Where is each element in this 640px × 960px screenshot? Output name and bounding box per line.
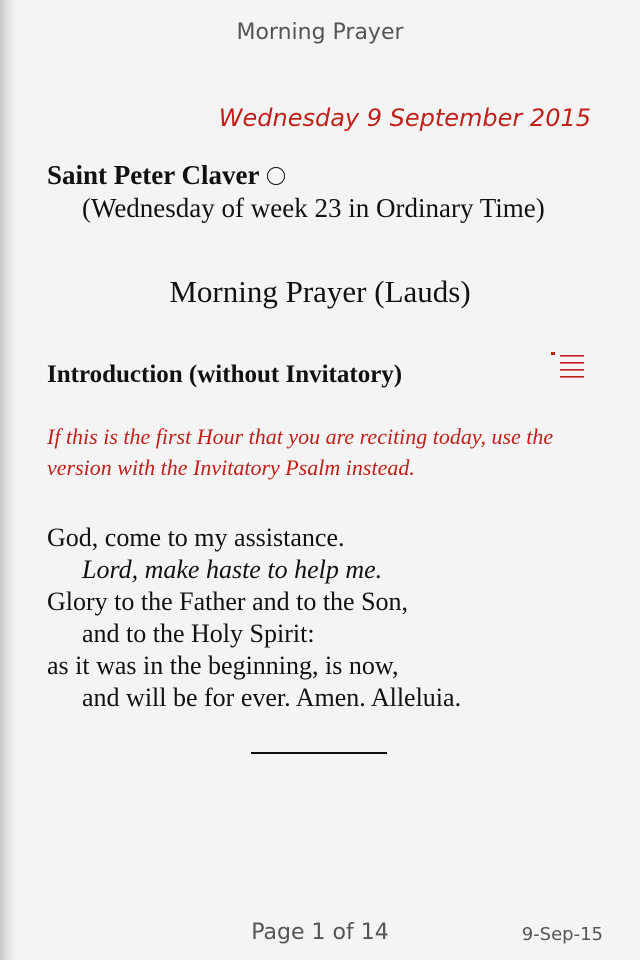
table-of-contents-icon[interactable] — [551, 352, 585, 380]
rubric-instruction: If this is the first Hour that you are reciting today, use the version with the Invitatory Psalm instead. — [47, 424, 554, 480]
verse-line: and to the Holy Spirit: — [82, 619, 315, 648]
hour-title: Morning Prayer (Lauds) — [169, 274, 471, 309]
page-indicator: Page 1 of 14 — [251, 920, 389, 945]
verse-line: and will be for ever. Amen. Alleluia. — [82, 683, 462, 712]
book-spine-shadow — [0, 0, 18, 960]
verse-line: as it was in the beginning, is now, — [47, 651, 399, 680]
footer-date: 9-Sep-15 — [521, 924, 603, 945]
response-line: Lord, make haste to help me. — [82, 555, 383, 584]
feast-name: Saint Peter Claver — [47, 160, 260, 190]
section-heading: Introduction (without Invitatory) — [47, 361, 403, 388]
verses-block — [47, 522, 461, 714]
section-divider — [251, 752, 387, 754]
verse-line: Glory to the Father and to the Son, — [47, 587, 409, 616]
verse-line: God, come to my assistance. — [47, 523, 345, 552]
header-title: Morning Prayer — [236, 20, 404, 45]
liturgical-week: (Wednesday of week 23 in Ordinary Time) — [82, 193, 545, 223]
date-line[interactable]: Wednesday 9 September 2015 — [218, 104, 591, 132]
feast-line — [47, 160, 285, 191]
memorial-rank-circle-icon — [267, 167, 285, 185]
